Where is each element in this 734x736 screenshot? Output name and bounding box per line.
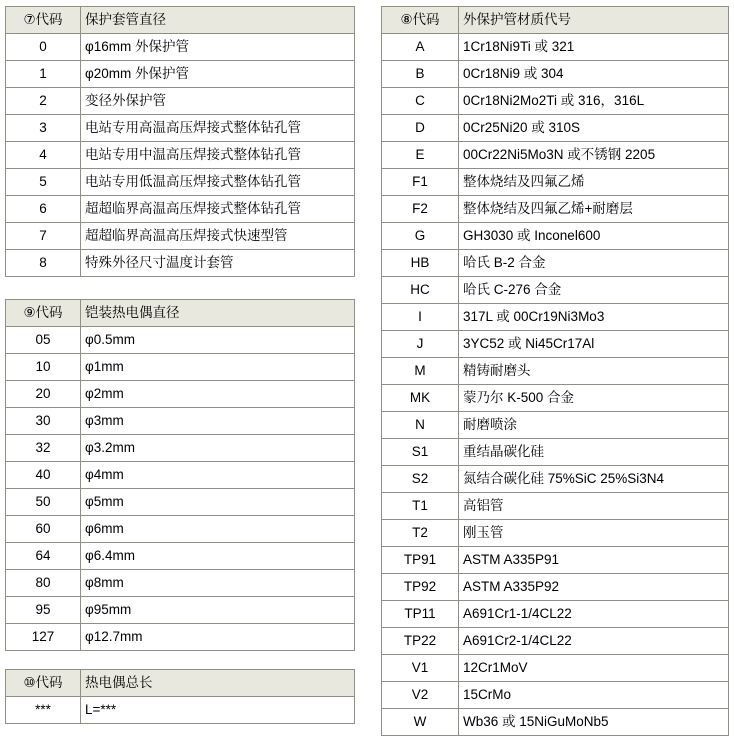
table-header-row: [6, 7, 355, 34]
row-code: HC: [382, 277, 459, 304]
row-desc: φ20mm 外保护管: [81, 61, 355, 88]
table-row: [6, 408, 355, 435]
row-code: 7: [6, 223, 81, 250]
row-code: 4: [6, 142, 81, 169]
row-code: 95: [6, 597, 81, 624]
row-code: 6: [6, 196, 81, 223]
table-row: [382, 439, 729, 466]
table-row: [382, 574, 729, 601]
row-desc: 12Cr1MoV: [459, 655, 729, 682]
table-gap: [5, 277, 355, 299]
row-desc: φ16mm 外保护管: [81, 34, 355, 61]
row-code: HB: [382, 250, 459, 277]
row-code: S2: [382, 466, 459, 493]
table-row: [382, 709, 729, 736]
header-desc-cell: 外保护管材质代号: [459, 7, 729, 34]
row-code: J: [382, 331, 459, 358]
row-code: 1: [6, 61, 81, 88]
row-code: 32: [6, 435, 81, 462]
table-row: [6, 250, 355, 277]
table-row: [6, 543, 355, 570]
table-row: [6, 462, 355, 489]
table-header-row: [6, 300, 355, 327]
table-row: [6, 115, 355, 142]
row-code: TP91: [382, 547, 459, 574]
row-code: S1: [382, 439, 459, 466]
row-code: 0: [6, 34, 81, 61]
header-code-cell: ⑧代码: [382, 7, 459, 34]
row-code: V1: [382, 655, 459, 682]
row-code: 20: [6, 381, 81, 408]
table-row: [6, 697, 355, 724]
table-row: [382, 250, 729, 277]
row-code: 05: [6, 327, 81, 354]
table-row: [382, 196, 729, 223]
row-code: 30: [6, 408, 81, 435]
table-row: [6, 169, 355, 196]
table-row: [382, 277, 729, 304]
row-desc: 哈氏 C-276 合金: [459, 277, 729, 304]
row-code: TP11: [382, 601, 459, 628]
table-row: [382, 493, 729, 520]
row-code: 127: [6, 624, 81, 651]
table-row: [382, 601, 729, 628]
row-code: 2: [6, 88, 81, 115]
table-row: [382, 142, 729, 169]
table-armored-thermocouple-diameter: [5, 299, 355, 651]
header-desc-cell: 铠装热电偶直径: [81, 300, 355, 327]
row-desc: Wb36 或 15NiGuMoNb5: [459, 709, 729, 736]
table-outer-tube-material-code: [381, 6, 729, 736]
table-row: [6, 223, 355, 250]
table-header-row: [6, 670, 355, 697]
table-row: [6, 381, 355, 408]
row-desc: 变径外保护管: [81, 88, 355, 115]
left-column: [5, 6, 355, 724]
row-code: ***: [6, 697, 81, 724]
row-code: 8: [6, 250, 81, 277]
row-desc: GH3030 或 Inconel600: [459, 223, 729, 250]
row-code: M: [382, 358, 459, 385]
row-code: 3: [6, 115, 81, 142]
table-row: [382, 682, 729, 709]
row-desc: 15CrMo: [459, 682, 729, 709]
row-code: 80: [6, 570, 81, 597]
row-desc: φ1mm: [81, 354, 355, 381]
table-row: [6, 34, 355, 61]
row-desc: φ8mm: [81, 570, 355, 597]
table-row: [382, 412, 729, 439]
table-row: [382, 655, 729, 682]
table-row: [6, 61, 355, 88]
table-row: [6, 327, 355, 354]
row-desc: 整体烧结及四氟乙烯+耐磨层: [459, 196, 729, 223]
row-desc: 00Cr22Ni5Mo3N 或不锈钢 2205: [459, 142, 729, 169]
table-row: [6, 489, 355, 516]
row-code: 60: [6, 516, 81, 543]
row-desc: A691Cr2-1/4CL22: [459, 628, 729, 655]
row-code: T2: [382, 520, 459, 547]
row-desc: 哈氏 B-2 合金: [459, 250, 729, 277]
table-header-row: [382, 7, 729, 34]
row-desc: φ0.5mm: [81, 327, 355, 354]
table-row: [382, 61, 729, 88]
row-code: F2: [382, 196, 459, 223]
row-desc: 电站专用低温高压焊接式整体钻孔管: [81, 169, 355, 196]
row-code: V2: [382, 682, 459, 709]
row-code: 40: [6, 462, 81, 489]
row-code: E: [382, 142, 459, 169]
table-row: [6, 597, 355, 624]
row-desc: 蒙乃尔 K-500 合金: [459, 385, 729, 412]
row-desc: 0Cr25Ni20 或 310S: [459, 115, 729, 142]
row-desc: φ3.2mm: [81, 435, 355, 462]
row-code: TP92: [382, 574, 459, 601]
table-row: [6, 570, 355, 597]
table-row: [6, 88, 355, 115]
row-desc: φ12.7mm: [81, 624, 355, 651]
table-gap: [5, 651, 355, 669]
row-desc: 高铝管: [459, 493, 729, 520]
row-desc: φ6mm: [81, 516, 355, 543]
right-column: [381, 6, 729, 736]
row-desc: A691Cr1-1/4CL22: [459, 601, 729, 628]
row-code: I: [382, 304, 459, 331]
row-desc: ASTM A335P92: [459, 574, 729, 601]
row-desc: 特殊外径尺寸温度计套管: [81, 250, 355, 277]
row-desc: 电站专用高温高压焊接式整体钻孔管: [81, 115, 355, 142]
row-desc: φ5mm: [81, 489, 355, 516]
table-row: [382, 547, 729, 574]
row-desc: φ95mm: [81, 597, 355, 624]
table-row: [382, 223, 729, 250]
header-code-cell: ⑨代码: [6, 300, 81, 327]
row-code: T1: [382, 493, 459, 520]
table-row: [382, 331, 729, 358]
row-desc: φ4mm: [81, 462, 355, 489]
row-code: 10: [6, 354, 81, 381]
header-desc-cell: 保护套管直径: [81, 7, 355, 34]
row-code: MK: [382, 385, 459, 412]
table-row: [382, 115, 729, 142]
row-desc: 耐磨喷涂: [459, 412, 729, 439]
row-desc: 精铸耐磨头: [459, 358, 729, 385]
row-desc: ASTM A335P91: [459, 547, 729, 574]
row-desc: 1Cr18Ni9Ti 或 321: [459, 34, 729, 61]
row-desc: 氮结合碳化硅 75%SiC 25%Si3N4: [459, 466, 729, 493]
row-desc: 3YC52 或 Ni45Cr17Al: [459, 331, 729, 358]
header-code-cell: ⑦代码: [6, 7, 81, 34]
row-desc: 317L 或 00Cr19Ni3Mo3: [459, 304, 729, 331]
table-row: [6, 142, 355, 169]
row-code: F1: [382, 169, 459, 196]
table-row: [382, 169, 729, 196]
table-row: [6, 624, 355, 651]
row-desc: φ2mm: [81, 381, 355, 408]
table-row: [6, 354, 355, 381]
table-row: [382, 466, 729, 493]
row-desc: 0Cr18Ni9 或 304: [459, 61, 729, 88]
table-row: [382, 358, 729, 385]
row-desc: 超超临界高温高压焊接式整体钻孔管: [81, 196, 355, 223]
header-code-cell: ⑩代码: [6, 670, 81, 697]
row-desc: 电站专用中温高压焊接式整体钻孔管: [81, 142, 355, 169]
row-code: N: [382, 412, 459, 439]
table-row: [382, 385, 729, 412]
row-code: W: [382, 709, 459, 736]
row-code: 50: [6, 489, 81, 516]
table-protection-tube-diameter: [5, 6, 355, 277]
row-desc: L=***: [81, 697, 355, 724]
row-desc: φ6.4mm: [81, 543, 355, 570]
table-row: [382, 304, 729, 331]
row-code: D: [382, 115, 459, 142]
row-code: 5: [6, 169, 81, 196]
row-code: G: [382, 223, 459, 250]
row-code: TP22: [382, 628, 459, 655]
row-code: A: [382, 34, 459, 61]
table-row: [6, 516, 355, 543]
table-row: [382, 88, 729, 115]
row-desc: φ3mm: [81, 408, 355, 435]
row-desc: 0Cr18Ni2Mo2Ti 或 316，316L: [459, 88, 729, 115]
table-row: [6, 196, 355, 223]
row-desc: 超超临界高温高压焊接式快速型管: [81, 223, 355, 250]
row-code: C: [382, 88, 459, 115]
table-row: [382, 520, 729, 547]
table-row: [382, 34, 729, 61]
row-code: 64: [6, 543, 81, 570]
row-desc: 整体烧结及四氟乙烯: [459, 169, 729, 196]
table-row: [6, 435, 355, 462]
row-desc: 重结晶碳化硅: [459, 439, 729, 466]
row-code: B: [382, 61, 459, 88]
header-desc-cell: 热电偶总长: [81, 670, 355, 697]
row-desc: 刚玉管: [459, 520, 729, 547]
table-row: [382, 628, 729, 655]
